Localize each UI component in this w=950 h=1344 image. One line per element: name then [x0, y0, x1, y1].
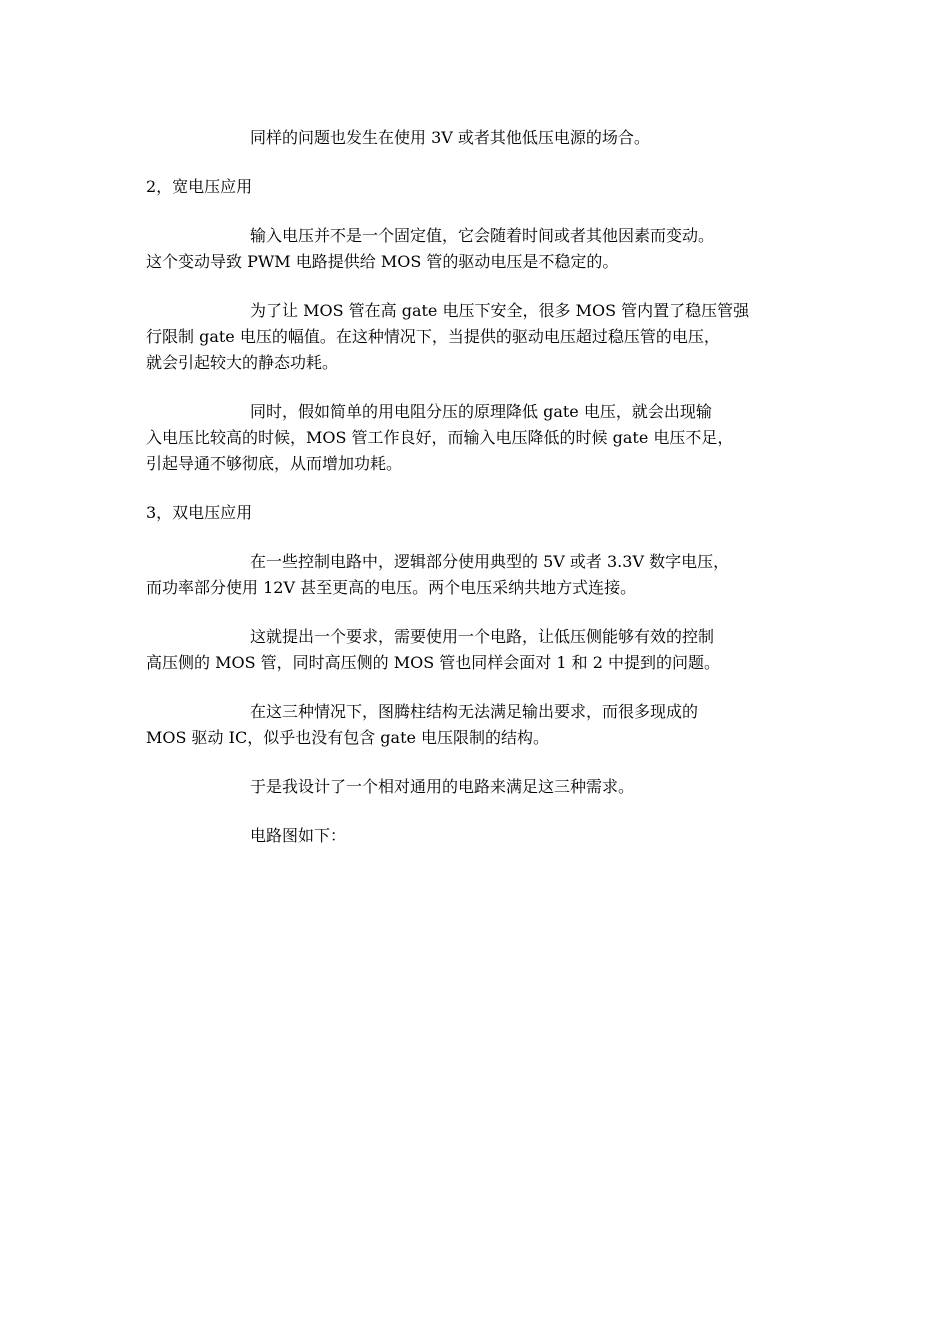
section-heading-wide-voltage — [146, 174, 811, 200]
paragraph-circuit-caption — [146, 823, 811, 849]
document-body — [146, 125, 811, 872]
paragraph-zener-limit — [146, 298, 811, 376]
paragraph-line: 在这三种情况下，图腾柱结构无法满足输出要求，而很多现成的 — [250, 702, 699, 721]
paragraph-totem-pole — [146, 699, 811, 751]
paragraph-line: 为了让 MOS 管在高 gate 电压下安全，很多 MOS 管内置了稳压管强 — [250, 301, 750, 320]
paragraph-line: 同样的问题也发生在使用 3V 或者其他低压电源的场合。 — [250, 128, 650, 147]
paragraph-input-voltage — [146, 223, 811, 275]
paragraph-line: 电路图如下： — [250, 826, 347, 845]
paragraph-low-voltage-note — [146, 125, 811, 151]
paragraph-line: 同时，假如简单的用电阻分压的原理降低 gate 电压，就会出现输 — [250, 402, 712, 421]
paragraph-line: 行限制 gate 电压的幅值。在这种情况下，当提供的驱动电压超过稳压管的电压， — [146, 327, 720, 346]
paragraph-line: 于是我设计了一个相对通用的电路来满足这三种需求。 — [250, 777, 635, 796]
paragraph-line: 这个变动导致 PWM 电路提供给 MOS 管的驱动电压是不稳定的。 — [146, 252, 619, 271]
paragraph-control-circuits — [146, 549, 811, 601]
paragraph-line: MOS 驱动 IC，似乎也没有包含 gate 电压限制的结构。 — [146, 728, 550, 747]
paragraph-line: 入电压比较高的时候，MOS 管工作良好，而输入电压降低的时候 gate 电压不足， — [146, 428, 734, 447]
heading-text: 2，宽电压应用 — [146, 177, 253, 196]
paragraph-line: 这就提出一个要求，需要使用一个电路，让低压侧能够有效的控制 — [250, 627, 715, 646]
paragraph-line: 在一些控制电路中，逻辑部分使用典型的 5V 或者 3.3V 数字电压， — [250, 552, 730, 571]
paragraph-line: 输入电压并不是一个固定值，它会随着时间或者其他因素而变动。 — [250, 226, 715, 245]
paragraph-design-intro — [146, 774, 811, 800]
paragraph-resistor-divider — [146, 399, 811, 477]
section-heading-dual-voltage — [146, 500, 811, 526]
paragraph-requirement — [146, 624, 811, 676]
paragraph-line: 引起导通不够彻底，从而增加功耗。 — [146, 454, 403, 473]
paragraph-line: 高压侧的 MOS 管，同时高压侧的 MOS 管也同样会面对 1 和 2 中提到的问题。 — [146, 653, 720, 672]
paragraph-line: 就会引起较大的静态功耗。 — [146, 353, 339, 372]
paragraph-line: 而功率部分使用 12V 甚至更高的电压。两个电压采纳共地方式连接。 — [146, 578, 637, 597]
heading-text: 3，双电压应用 — [146, 503, 253, 522]
